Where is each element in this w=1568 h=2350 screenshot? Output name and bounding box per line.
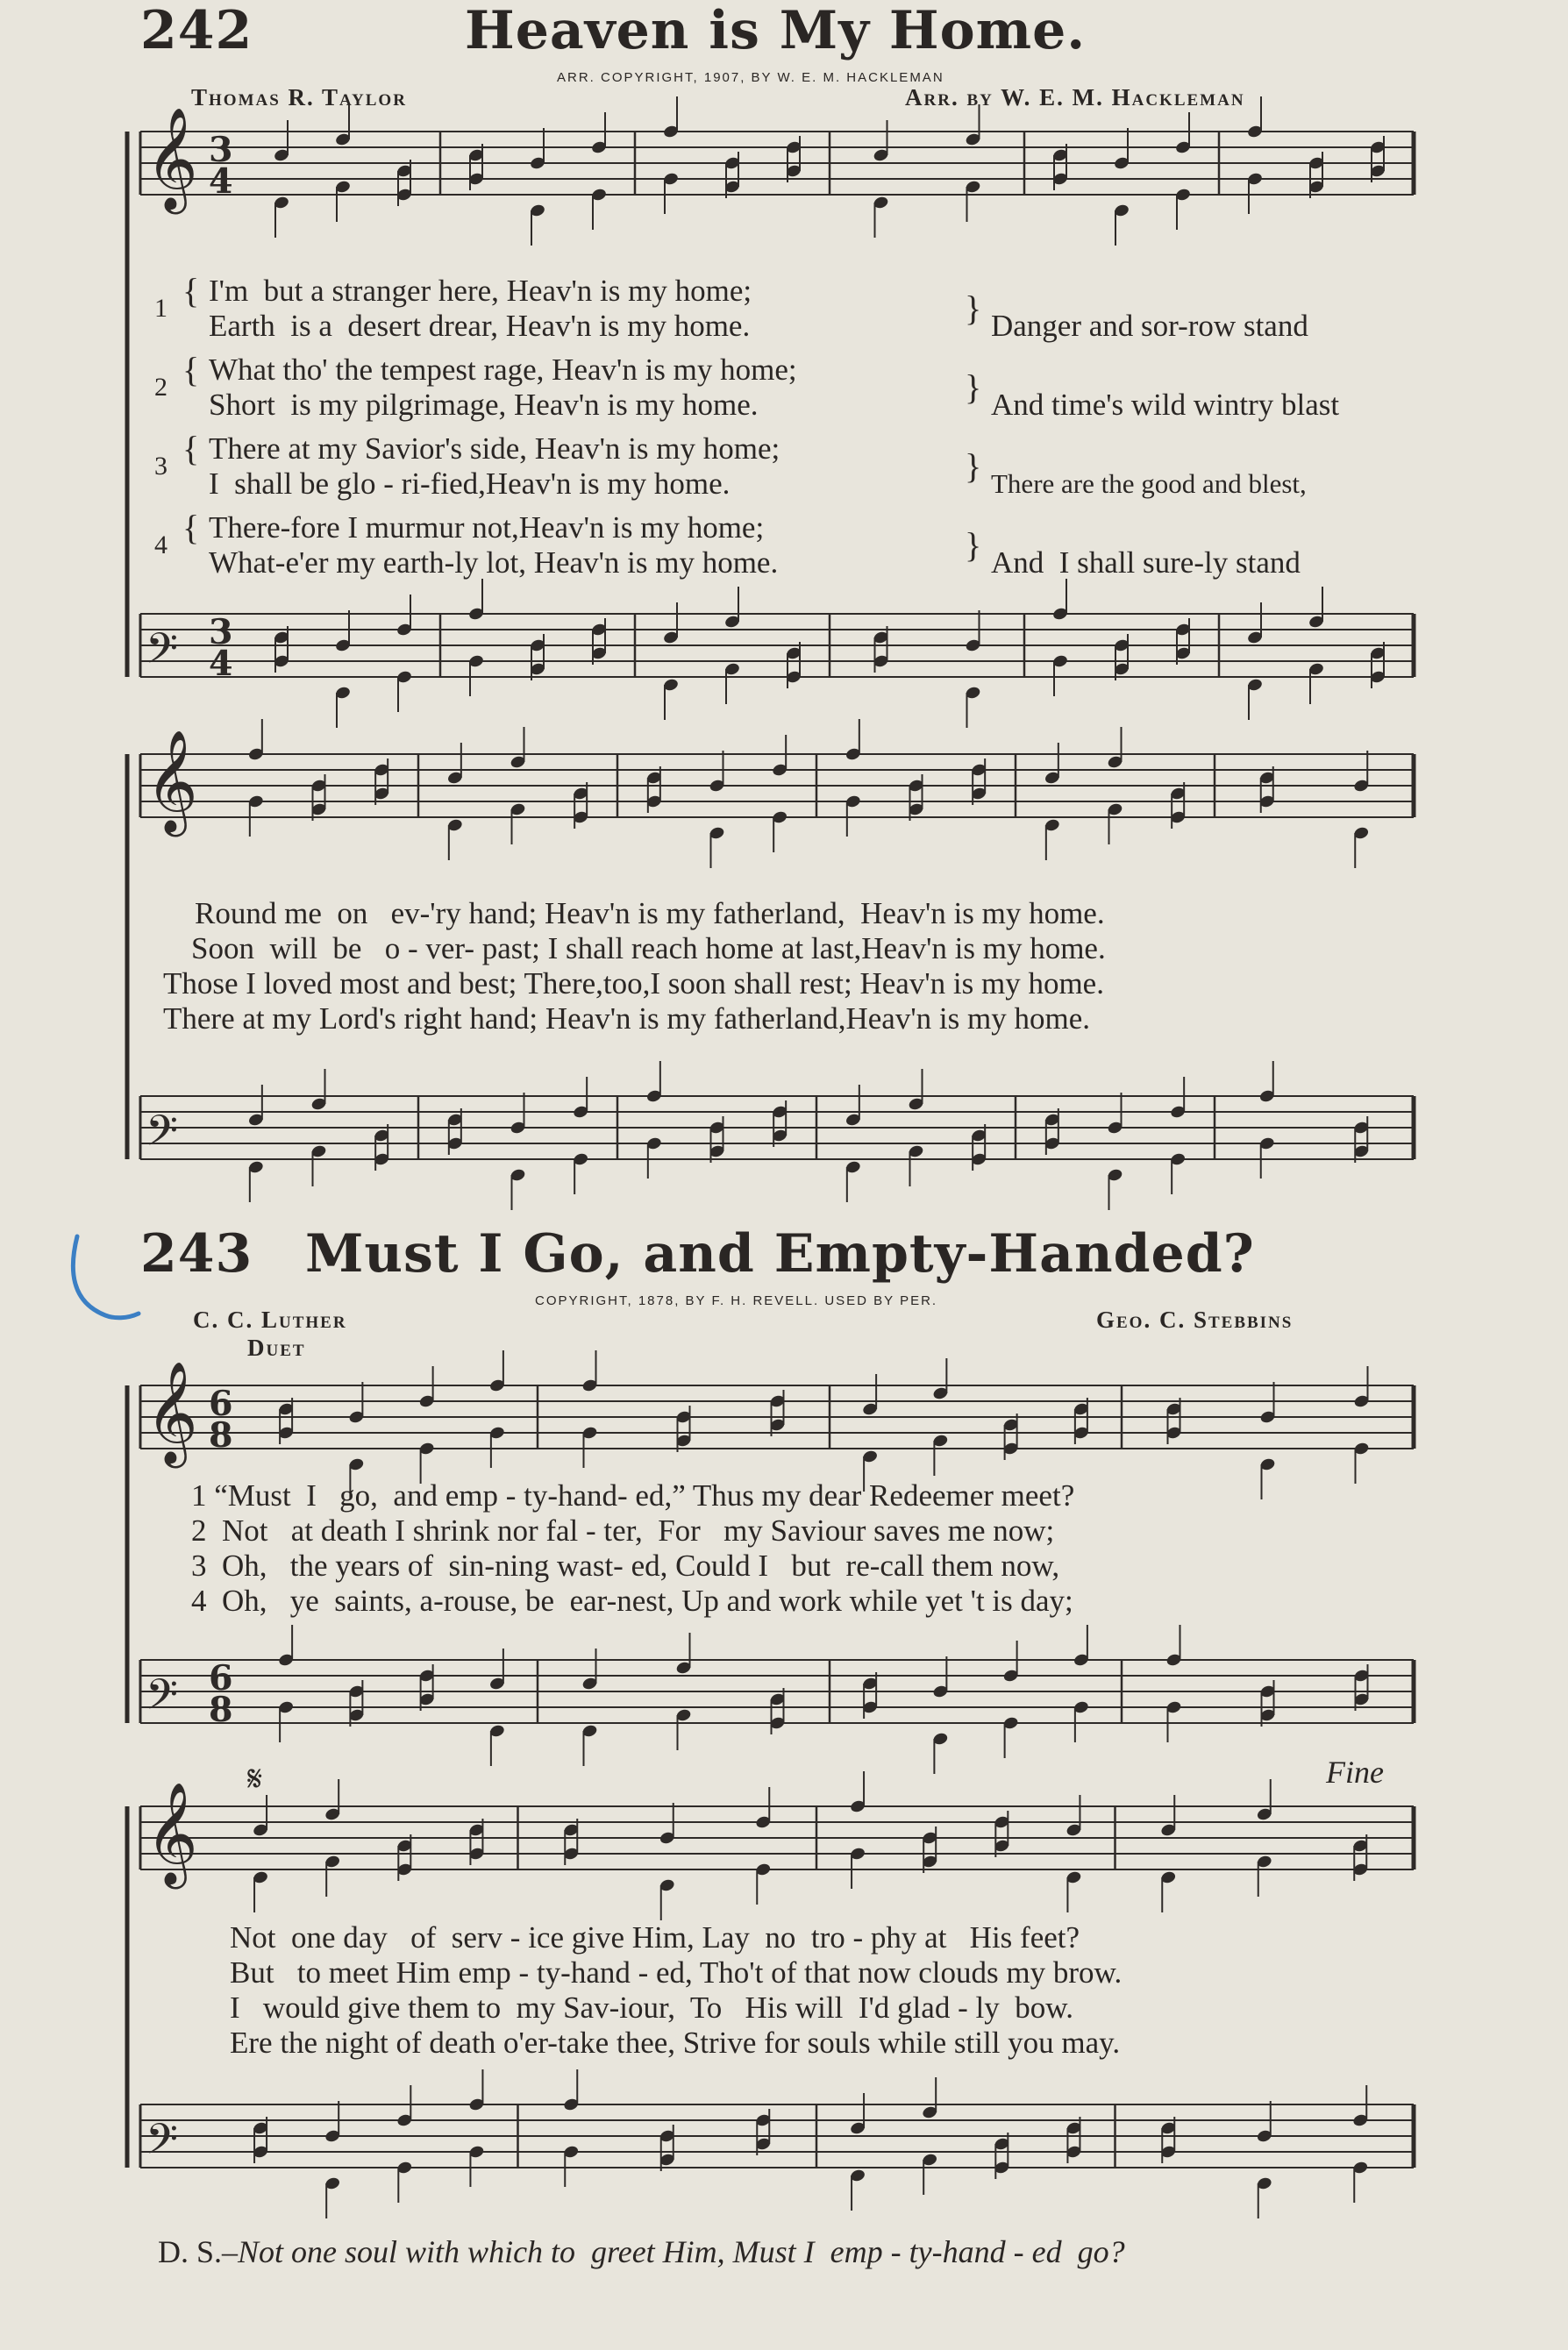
verse-tail: There are the good and blest, bbox=[991, 468, 1307, 499]
verse-brace: { bbox=[182, 429, 200, 468]
ds-text: –Not one soul with which to greet Him, Must I emp - ty-hand - ed go? bbox=[222, 2234, 1125, 2269]
verse-line: Earth is a desert drear, Heav'n is my home. bbox=[209, 309, 751, 343]
verse-number: 2 bbox=[154, 373, 167, 402]
verse-line: Not one day of serv - ice give Him, Lay no tro - phy at His feet? bbox=[230, 1920, 1080, 1955]
verse-tail: Danger and sor-row stand bbox=[991, 309, 1308, 343]
clef-icon: 𝄞 bbox=[146, 728, 198, 832]
time-signature: 6 bbox=[209, 1658, 233, 1698]
clef-icon: 𝄢 bbox=[146, 1106, 179, 1165]
hymn-number-243: 243 bbox=[140, 1223, 253, 1285]
pen-mark-icon bbox=[61, 1228, 149, 1333]
time-signature: 4 bbox=[209, 161, 233, 202]
segno-icon: 𝄋 bbox=[247, 1759, 263, 1798]
verse-tail: And time's wild wintry blast bbox=[991, 388, 1340, 422]
verse-line: But to meet Him emp - ty-hand - ed, Tho't of that now clouds my brow. bbox=[230, 1955, 1123, 1990]
verse-line: 4 Oh, ye saints, a-rouse, be ear-nest, Up and work while yet 't is day; bbox=[191, 1584, 1073, 1618]
refrain-line: There at my Lord's right hand; Heav'n is my fatherland,Heav'n is my home. bbox=[163, 1001, 1090, 1036]
verse-brace: } bbox=[965, 288, 982, 328]
refrain-line: Soon will be o - ver- past; I shall reach home at last,Heav'n is my home. bbox=[191, 931, 1106, 965]
verse-line: 1 “Must I go, and emp - ty-hand- ed,” Thus my dear Redeemer meet? bbox=[191, 1478, 1075, 1513]
verse-line: Short is my pilgrimage, Heav'n is my home. bbox=[209, 388, 759, 422]
verse-line: I'm but a stranger here, Heav'n is my home; bbox=[209, 274, 752, 308]
arranger-242: Arr. by W. E. M. Hackleman bbox=[905, 84, 1245, 110]
copyright-242: ARR. COPYRIGHT, 1907, BY W. E. M. HACKLEMAN bbox=[557, 70, 944, 85]
copyright-243: COPYRIGHT, 1878, BY F. H. REVELL. USED BY PER. bbox=[535, 1293, 938, 1308]
time-signature: 3 bbox=[209, 612, 233, 652]
hymn-title-243: Must I Go, and Empty-Handed? bbox=[305, 1223, 1255, 1285]
verse-brace: } bbox=[965, 525, 982, 565]
time-signature: 8 bbox=[209, 1690, 233, 1730]
verse-brace: } bbox=[965, 367, 982, 407]
verse-brace: { bbox=[182, 350, 200, 389]
clef-icon: 𝄞 bbox=[146, 105, 198, 210]
verse-line: I shall be glo - ri-fied,Heav'n is my home. bbox=[209, 466, 731, 501]
verse-line: There-fore I murmur not,Heav'n is my home; bbox=[209, 510, 765, 545]
clef-icon: 𝄢 bbox=[146, 1670, 179, 1729]
ds-label: D. S. bbox=[158, 2234, 223, 2269]
hymn-title-242: Heaven is My Home. bbox=[465, 0, 1087, 61]
clef-icon: 𝄢 bbox=[146, 623, 179, 683]
author-243: C. C. Luther bbox=[193, 1307, 347, 1333]
verse-line: 3 Oh, the years of sin-ning wast- ed, Could I but re-call them now, bbox=[191, 1549, 1060, 1583]
verse-brace: { bbox=[182, 271, 200, 310]
composer-243: Geo. C. Stebbins bbox=[1096, 1307, 1294, 1333]
verse-line: What tho' the tempest rage, Heav'n is my home; bbox=[209, 352, 797, 387]
verse-brace: } bbox=[965, 446, 982, 486]
verse-tail: And I shall sure-ly stand bbox=[991, 545, 1301, 580]
verse-line: I would give them to my Sav-iour, To His will I'd glad - ly bow. bbox=[230, 1990, 1073, 2025]
clef-icon: 𝄞 bbox=[146, 1780, 198, 1884]
clef-icon: 𝄢 bbox=[146, 2114, 179, 2174]
refrain-line: Round me on ev-'ry hand; Heav'n is my fatherland, Heav'n is my home. bbox=[195, 896, 1105, 930]
verse-line: What-e'er my earth-ly lot, Heav'n is my home. bbox=[209, 545, 779, 580]
refrain-line: Those I loved most and best; There,too,I soon shall rest; Heav'n is my home. bbox=[163, 966, 1104, 1001]
verse-number: 4 bbox=[154, 531, 167, 559]
verse-number: 3 bbox=[154, 452, 167, 481]
dal-segno-line bbox=[142, 2197, 1125, 2270]
time-signature: 4 bbox=[209, 644, 233, 684]
fine-label: Fine bbox=[1326, 1755, 1384, 1790]
hymn-number-242: 242 bbox=[140, 0, 253, 61]
verse-brace: { bbox=[182, 508, 200, 547]
time-signature: 3 bbox=[209, 130, 233, 170]
time-signature: 6 bbox=[209, 1384, 233, 1424]
verse-number: 1 bbox=[154, 294, 167, 323]
verse-line: There at my Savior's side, Heav'n is my home; bbox=[209, 431, 780, 466]
author-242: Thomas R. Taylor bbox=[191, 84, 407, 110]
time-signature: 8 bbox=[209, 1415, 233, 1456]
clef-icon: 𝄞 bbox=[146, 1359, 198, 1463]
verse-line: 2 Not at death I shrink nor fal - ter, For my Saviour saves me now; bbox=[191, 1513, 1055, 1548]
verse-line: Ere the night of death o'er-take thee, Strive for souls while still you may. bbox=[230, 2026, 1121, 2060]
duet-label: Duet bbox=[247, 1335, 306, 1361]
